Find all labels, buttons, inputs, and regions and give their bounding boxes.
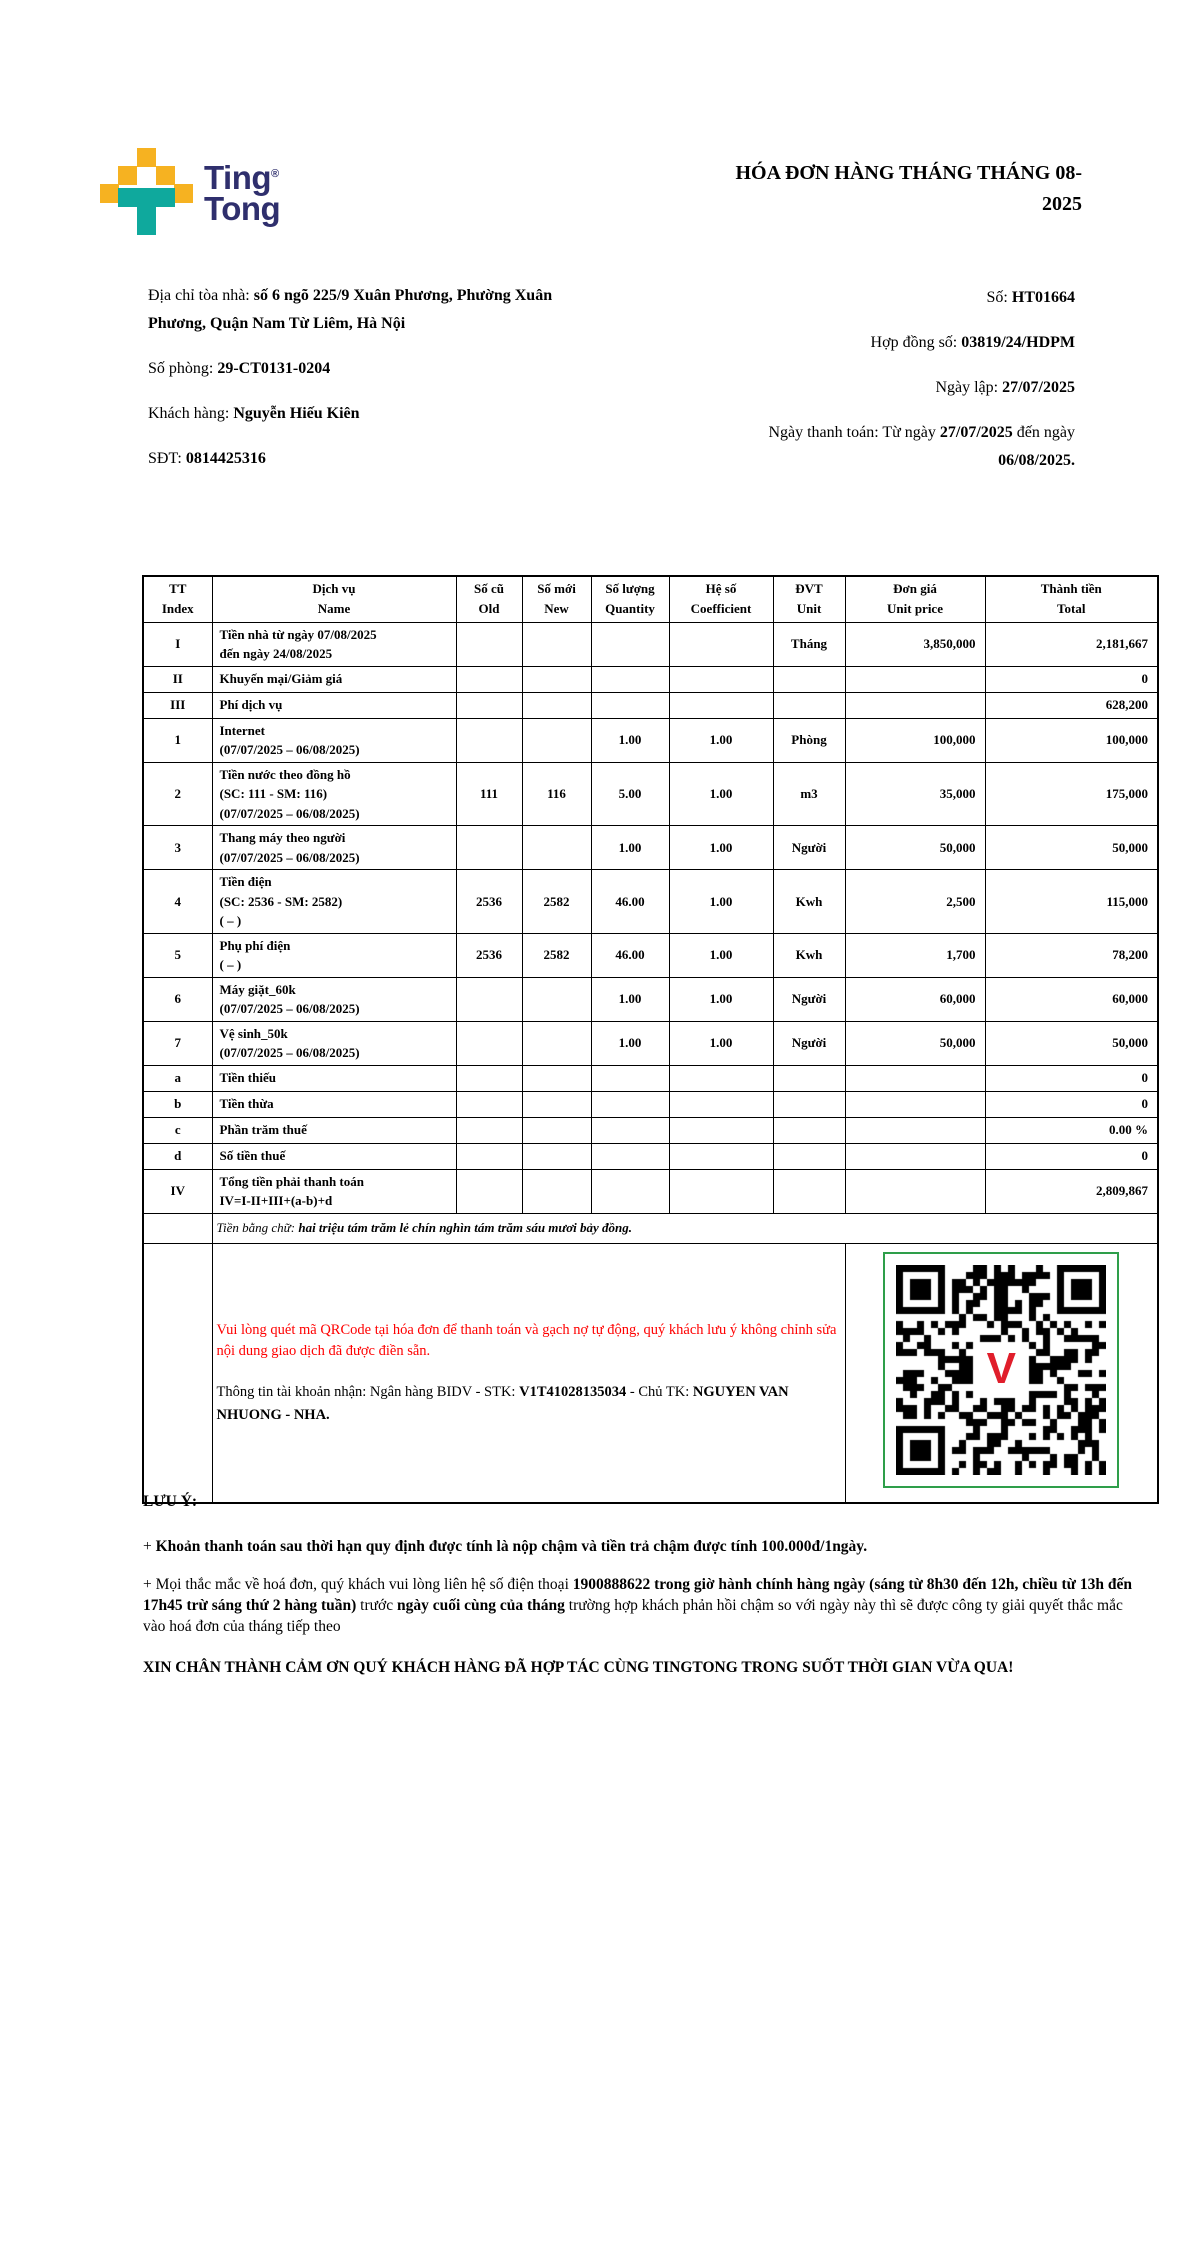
unit-cell: Người: [773, 977, 845, 1021]
name-cell: Tổng tiền phải thanh toán IV=I-II+III+(a-b)+d: [212, 1169, 456, 1213]
quantity-cell: [591, 1143, 669, 1169]
index-cell: III: [143, 692, 212, 718]
coefficient-cell: [669, 666, 773, 692]
coefficient-cell: 1.00: [669, 762, 773, 826]
index-cell: IV: [143, 1169, 212, 1213]
total-cell: 2,181,667: [985, 622, 1158, 666]
table-row: [143, 977, 1158, 1021]
invoice-meta: [715, 284, 1075, 492]
index-cell: a: [143, 1065, 212, 1091]
new-cell: [522, 1143, 591, 1169]
new-cell: [522, 1169, 591, 1213]
unit-cell: Kwh: [773, 870, 845, 934]
customer-phone: SĐT: 0814425316: [148, 450, 266, 467]
quantity-cell: [591, 622, 669, 666]
old-cell: 111: [456, 762, 522, 826]
table-row: [143, 1169, 1158, 1213]
unit-price-cell: [845, 1117, 985, 1143]
total-cell: 50,000: [985, 826, 1158, 870]
unit-price-cell: 3,850,000: [845, 622, 985, 666]
empty-cell: [143, 1243, 212, 1503]
table-row: [143, 692, 1158, 718]
notes-title: LƯU Ý:: [143, 1493, 198, 1510]
index-cell: 5: [143, 933, 212, 977]
coefficient-cell: [669, 1169, 773, 1213]
coefficient-cell: [669, 1065, 773, 1091]
name-cell: Tiền thừa: [212, 1091, 456, 1117]
total-cell: 628,200: [985, 692, 1158, 718]
coefficient-cell: 1.00: [669, 1021, 773, 1065]
unit-cell: Phòng: [773, 718, 845, 762]
table-row: [143, 933, 1158, 977]
quantity-cell: 1.00: [591, 977, 669, 1021]
unit-price-cell: 100,000: [845, 718, 985, 762]
header-name: Dịch vụ Name: [212, 576, 456, 622]
issue-date: Ngày lập: 27/07/2025: [935, 379, 1075, 396]
payment-period: Ngày thanh toán: Từ ngày 27/07/2025 đến ngày 06/08/2025.: [768, 424, 1075, 469]
amount-in-words: Tiền bằng chữ: hai triệu tám trăm lẻ chín nghìn tám trăm sáu mươi bảy đồng.: [212, 1213, 1158, 1243]
unit-cell: [773, 692, 845, 718]
unit-price-cell: 1,700: [845, 933, 985, 977]
header-old: Số cũ Old: [456, 576, 522, 622]
total-cell: 0: [985, 1065, 1158, 1091]
qr-scan-notice: Vui lòng quét mã QRCode tại hóa đơn để thanh toán và gạch nợ tự động, quý khách lưu ý không chỉnh sửa nội dung giao dịch đã được điền sẵn.: [216, 1321, 837, 1360]
unit-cell: [773, 666, 845, 692]
total-cell: 60,000: [985, 977, 1158, 1021]
qr-payment-row: [143, 1243, 1158, 1503]
quantity-cell: [591, 1091, 669, 1117]
index-cell: 4: [143, 870, 212, 934]
unit-cell: m3: [773, 762, 845, 826]
table-row: [143, 1021, 1158, 1065]
old-cell: [456, 977, 522, 1021]
header-unit: ĐVT Unit: [773, 576, 845, 622]
coefficient-cell: [669, 1091, 773, 1117]
name-cell: Máy giặt_60k (07/07/2025 – 06/08/2025): [212, 977, 456, 1021]
total-cell: 175,000: [985, 762, 1158, 826]
old-cell: [456, 1091, 522, 1117]
coefficient-cell: 1.00: [669, 977, 773, 1021]
unit-cell: Người: [773, 826, 845, 870]
document-title-line2: 2025: [1042, 193, 1082, 215]
quantity-cell: 46.00: [591, 870, 669, 934]
unit-cell: [773, 1117, 845, 1143]
index-cell: 6: [143, 977, 212, 1021]
old-cell: [456, 1065, 522, 1091]
quantity-cell: [591, 1065, 669, 1091]
name-cell: Tiền thiếu: [212, 1065, 456, 1091]
customer-name: Khách hàng: Nguyễn Hiếu Kiên: [148, 405, 360, 422]
coefficient-cell: 1.00: [669, 718, 773, 762]
invoice-table: [142, 575, 1159, 1504]
name-cell: Phần trăm thuế: [212, 1117, 456, 1143]
quantity-cell: 46.00: [591, 933, 669, 977]
old-cell: [456, 1117, 522, 1143]
header-quantity: Số lượng Quantity: [591, 576, 669, 622]
brand-line1: Ting: [204, 158, 272, 196]
table-row: [143, 1065, 1158, 1091]
quantity-cell: [591, 666, 669, 692]
document-title-line1: HÓA ĐƠN HÀNG THÁNG THÁNG 08-: [735, 162, 1082, 184]
quantity-cell: 1.00: [591, 826, 669, 870]
old-cell: [456, 666, 522, 692]
brand-line2: Tong: [204, 190, 281, 227]
new-cell: [522, 666, 591, 692]
unit-price-cell: [845, 1143, 985, 1169]
old-cell: 2536: [456, 870, 522, 934]
quantity-cell: 1.00: [591, 718, 669, 762]
quantity-cell: [591, 1169, 669, 1213]
table-row: [143, 1143, 1158, 1169]
total-cell: 0: [985, 1143, 1158, 1169]
index-cell: I: [143, 622, 212, 666]
unit-price-cell: [845, 1065, 985, 1091]
unit-price-cell: 50,000: [845, 1021, 985, 1065]
qr-code-cell: [845, 1243, 1158, 1503]
new-cell: [522, 826, 591, 870]
quantity-cell: [591, 1117, 669, 1143]
coefficient-cell: 1.00: [669, 933, 773, 977]
total-cell: 0.00 %: [985, 1117, 1158, 1143]
name-cell: Phí dịch vụ: [212, 692, 456, 718]
table-header-row: [143, 576, 1158, 622]
index-cell: 3: [143, 826, 212, 870]
index-cell: c: [143, 1117, 212, 1143]
coefficient-cell: [669, 1117, 773, 1143]
unit-price-cell: 60,000: [845, 977, 985, 1021]
new-cell: [522, 1117, 591, 1143]
old-cell: [456, 826, 522, 870]
table-row: [143, 826, 1158, 870]
coefficient-cell: 1.00: [669, 826, 773, 870]
coefficient-cell: [669, 1143, 773, 1169]
unit-cell: [773, 1065, 845, 1091]
new-cell: 2582: [522, 933, 591, 977]
name-cell: Khuyến mại/Giảm giá: [212, 666, 456, 692]
coefficient-cell: [669, 692, 773, 718]
old-cell: [456, 622, 522, 666]
qr-code-frame: [883, 1252, 1119, 1488]
unit-cell: Tháng: [773, 622, 845, 666]
support-contact-note: + Mọi thắc mắc về hoá đơn, quý khách vui lòng liên hệ số điện thoại 1900888622 trong giờ hành chính hàng ngày (sáng từ 8h30 đến 12h, chiều từ 13h đến 17h45 trừ sáng thứ 2 hàng tuần) trước ngày cuối cùng của tháng trường hợp khách phản hồi chậm so với ngày này thì sẽ được công ty giải quyết thắc mắc vào hoá đơn của tháng tiếp theo: [143, 1575, 1132, 1635]
unit-price-cell: [845, 1091, 985, 1117]
table-row: [143, 622, 1158, 666]
header-new: Số mới New: [522, 576, 591, 622]
amount-in-words-row: [143, 1213, 1158, 1243]
empty-cell: [143, 1213, 212, 1243]
contract-number: Hợp đồng số: 03819/24/HDPM: [870, 334, 1075, 351]
index-cell: d: [143, 1143, 212, 1169]
name-cell: Phụ phí điện ( – ): [212, 933, 456, 977]
name-cell: Số tiền thuế: [212, 1143, 456, 1169]
coefficient-cell: [669, 622, 773, 666]
table-row: [143, 666, 1158, 692]
new-cell: [522, 1065, 591, 1091]
late-payment-note: + Khoản thanh toán sau thời hạn quy định được tính là nộp chậm và tiền trả chậm được tính 100.000đ/1ngày.: [143, 1538, 868, 1555]
name-cell: Tiền nhà từ ngày 07/08/2025 đến ngày 24/08/2025: [212, 622, 456, 666]
total-cell: 50,000: [985, 1021, 1158, 1065]
new-cell: [522, 718, 591, 762]
quantity-cell: 1.00: [591, 1021, 669, 1065]
index-cell: 1: [143, 718, 212, 762]
unit-price-cell: [845, 692, 985, 718]
brand-logo: [100, 148, 280, 238]
unit-price-cell: 50,000: [845, 826, 985, 870]
invoice-table-body: [143, 622, 1158, 1213]
tingtong-pixel-tree-icon: [100, 148, 192, 238]
new-cell: [522, 692, 591, 718]
header-total: Thành tiền Total: [985, 576, 1158, 622]
brand-wordmark: [204, 158, 281, 227]
quantity-cell: 5.00: [591, 762, 669, 826]
header-coefficient: Hệ số Coefficient: [669, 576, 773, 622]
total-cell: 0: [985, 666, 1158, 692]
unit-price-cell: [845, 1169, 985, 1213]
index-cell: 7: [143, 1021, 212, 1065]
footer-notes: [143, 1493, 1133, 1678]
old-cell: [456, 1021, 522, 1065]
unit-cell: [773, 1169, 845, 1213]
new-cell: [522, 622, 591, 666]
room-number: Số phòng: 29-CT0131-0204: [148, 360, 331, 377]
old-cell: [456, 1143, 522, 1169]
table-row: [143, 870, 1158, 934]
unit-cell: Người: [773, 1021, 845, 1065]
total-cell: 2,809,867: [985, 1169, 1158, 1213]
new-cell: [522, 1091, 591, 1117]
new-cell: 116: [522, 762, 591, 826]
unit-cell: [773, 1091, 845, 1117]
header-unit-price: Đơn giá Unit price: [845, 576, 985, 622]
table-row: [143, 762, 1158, 826]
total-cell: 78,200: [985, 933, 1158, 977]
name-cell: Internet (07/07/2025 – 06/08/2025): [212, 718, 456, 762]
coefficient-cell: 1.00: [669, 870, 773, 934]
old-cell: [456, 1169, 522, 1213]
registered-mark: ®: [271, 167, 279, 180]
table-row: [143, 1091, 1158, 1117]
payment-instructions: [212, 1243, 845, 1503]
quantity-cell: [591, 692, 669, 718]
header-index: TT Index: [143, 576, 212, 622]
old-cell: [456, 718, 522, 762]
unit-price-cell: 2,500: [845, 870, 985, 934]
unit-cell: Kwh: [773, 933, 845, 977]
old-cell: [456, 692, 522, 718]
total-cell: 100,000: [985, 718, 1158, 762]
vietqr-v-logo-icon: V: [986, 1344, 1016, 1394]
name-cell: Vệ sinh_50k (07/07/2025 – 06/08/2025): [212, 1021, 456, 1065]
new-cell: 2582: [522, 870, 591, 934]
new-cell: [522, 977, 591, 1021]
bank-account-info: Thông tin tài khoản nhận: Ngân hàng BIDV - STK: V1T41028135034 - Chủ TK: NGUYEN VAN NHUONG - NHA.: [216, 1384, 789, 1423]
building-address: Địa chỉ tòa nhà: số 6 ngõ 225/9 Xuân Phương, Phường Xuân Phương, Quận Nam Từ Liêm, Hà Nội: [148, 287, 553, 332]
name-cell: Thang máy theo người (07/07/2025 – 06/08/2025): [212, 826, 456, 870]
document-title: [602, 158, 1082, 220]
new-cell: [522, 1021, 591, 1065]
index-cell: II: [143, 666, 212, 692]
name-cell: Tiền nước theo đồng hồ (SC: 111 - SM: 116) (07/07/2025 – 06/08/2025): [212, 762, 456, 826]
building-info: [148, 282, 593, 490]
unit-cell: [773, 1143, 845, 1169]
unit-price-cell: 35,000: [845, 762, 985, 826]
name-cell: Tiền điện (SC: 2536 - SM: 2582) ( – ): [212, 870, 456, 934]
thank-you-message: XIN CHÂN THÀNH CẢM ƠN QUÝ KHÁCH HÀNG ĐÃ HỢP TÁC CÙNG TINGTONG TRONG SUỐT THỜI GIAN VỪA QUA!: [143, 1658, 1014, 1676]
invoice-number: Số: HT01664: [986, 289, 1075, 306]
total-cell: 115,000: [985, 870, 1158, 934]
index-cell: b: [143, 1091, 212, 1117]
index-cell: 2: [143, 762, 212, 826]
unit-price-cell: [845, 666, 985, 692]
total-cell: 0: [985, 1091, 1158, 1117]
table-row: [143, 1117, 1158, 1143]
table-row: [143, 718, 1158, 762]
old-cell: 2536: [456, 933, 522, 977]
